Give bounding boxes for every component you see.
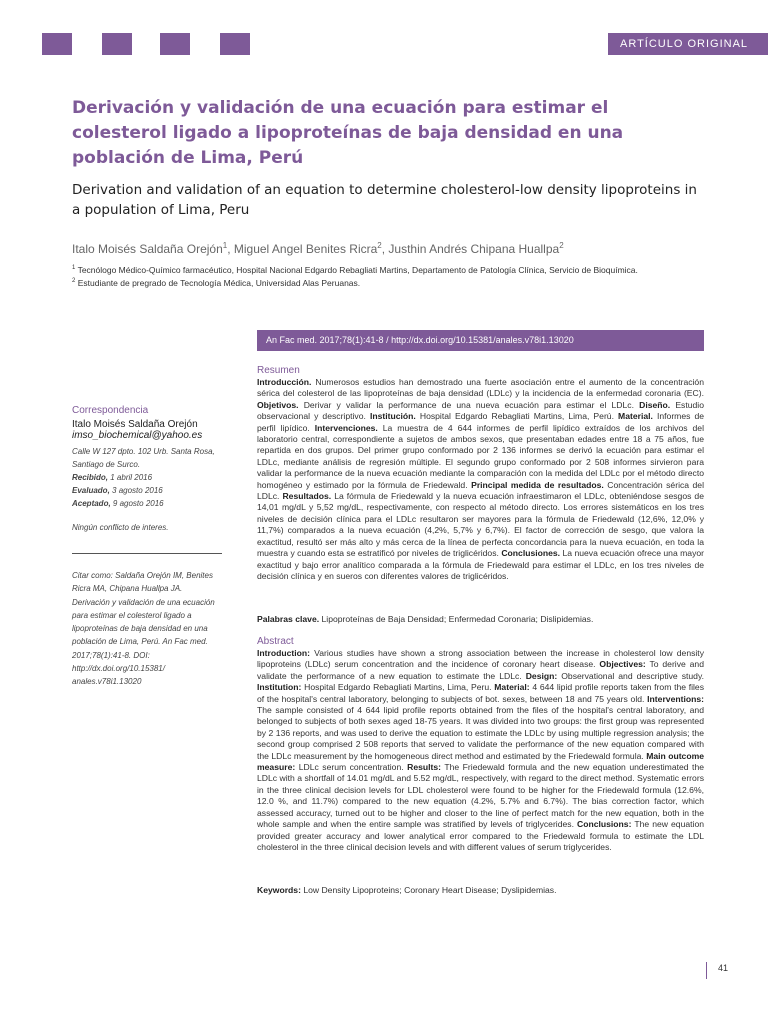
citation-bar: An Fac med. 2017;78(1):41-8 / http://dx.doi.org/10.15381/anales.v78i1.13020 (257, 330, 704, 351)
page-number-rule (706, 962, 707, 979)
evaluated-date: Evaluado, 3 agosto 2016 (72, 486, 163, 495)
correspondence-heading: Correspondencia (72, 405, 149, 416)
author-affil-sup: 2 (559, 241, 564, 250)
top-banner (0, 33, 768, 55)
abstract-keywords: Keywords: Low Density Lipoproteins; Coronary Heart Disease; Dyslipidemias. (257, 885, 557, 895)
banner-square (102, 33, 132, 55)
correspondence-sidebar (72, 405, 222, 534)
accepted-date: Aceptado, 9 agosto 2016 (72, 499, 164, 508)
author-name: Miguel Angel Benites Ricra (233, 242, 378, 256)
banner-square (42, 33, 72, 55)
resumen-body: Introducción. Numerosos estudios han demostrado una fuerte asociación entre el aumento de la concentración sérica del colesterol de las lipoproteínas de baja densidad (LDLc) y la incidencia de la enfermedad coronaria (EC). Objetivos. Derivar y validar la performance de una nueva ecuación para estimar el LDLc. Diseño. Estudio observacional y descriptivo. Institución. Hospital Edgardo Rebagliati Martins, Lima, Perú. Material. Informes de perfil lipídico. Intervenciones. La muestra de 4 644 informes de perfil lipídico extraídos de los archivos del laboratorio central, correspondiente a sujetos de ambos sexos, que presentaban edades entre 18 a 75 años, fue repartida en dos grupos. Del primer grupo conformado por 2 136 informes se derivó la ecuación para estimar el LDLc, mediante análisis de regresión múltiple. El segundo grupo conformado por 2 508 informes sirvieron para validar la performance de la nueva ecuación mediante la comparación con la medida del LDLc por el método directo homogéneo y estimado por la fórmula de Friedewald. Principal medida de resultados. Concentración sérica del LDLc. Resultados. La fórmula de Friedewald y la nueva ecuación infraestimaron el LDLc, obteniéndose sesgos de 14,01 mg/dL y 5,52 mg/dL, respectivamente, con respecto al método directo. Los errores sistemáticos en los tres niveles de decisión clínica para el LDLc resultaron ser mayores para la fórmula de Friedewald (12,6%, 12,0% y 11,7%) comparados a la nueva ecuación (4,2%, 5,7% y 6,7%). El factor de corrección de sesgo, que valora la exactitud, resultó ser más alto y más cerca de la línea de perfecta concordancia para la nueva ecuación, en toda la muestra y cuando esta se estratificó por niveles de triglicéridos. Conclusiones. La nueva ecuación ofrece una mayor exactitud y bajo error analítico comparada a la fórmula de Friedewald para estimar el LDLc, en los tres niveles de decisión clínica y en sueros con diferentes valores de triglicéridos. (257, 377, 705, 581)
resumen-heading: Resumen (257, 365, 300, 376)
banner-square (220, 33, 250, 55)
article-title-spanish: Derivación y validación de una ecuación para estimar el colesterol ligado a lipoproteínas de baja densidad en una población de Lima, Perú (72, 98, 624, 168)
author-affil-sup: 1 (222, 241, 228, 250)
correspondence-email[interactable]: imso_biochemical@yahoo.es (72, 430, 203, 441)
page-number: 41 (718, 963, 729, 973)
received-date: Recibido, 1 abril 2016 (72, 473, 153, 482)
conflict-statement: Ningún conflicto de interes. (72, 523, 169, 532)
banner-square (160, 33, 190, 55)
affiliation: $^1$ Tecnólogo Médico-Químico farmacéutico, Hospital Nacional Edgardo Rebagliati Martins, Departamento de Patología Clínica, Servicio de Bioquímica. (72, 265, 638, 275)
correspondence-address: Calle W 127 dpto. 102 Urb. Santa Rosa, Santiago de Surco. (72, 447, 215, 469)
affiliation: $^2$ Estudiante de pregrado de Tecnología Médica, Universidad Alas Peruanas. (72, 278, 361, 288)
cite-as: Citar como: Saldaña Orejón IM, Benites Ricra MA, Chipana Huallpa JA. Derivación y validación de una ecuación para estimar el colesterol ligado a lipoproteínas de baja densidad en una población de Lima, Perú. An Fac med. 2017;78(1):41-8. DOI: http://dx.doi.org/10.15381/ anales.v78i1.13020 (72, 571, 215, 687)
section-label: ARTÍCULO ORIGINAL (608, 33, 768, 55)
abstract-body: Introduction: Various studies have shown a strong association between the increase in cholesterol low density lipoproteins (LDLc) serum concentration and the incidence of coronary heart disease. Objectives: To derive and validate the performance of a new equation to estimate the LDLc. Design: Observational and descriptive study. Institution: Hospital Edgardo Rebagliati Martins, Lima, Peru. Material: 4 644 lipid profile reports taken from the files of the hospital's central laboratory, belonging to subjects of bot. sexes, between 18 and 75 years old. Interventions: The sample consisted of 4 644 lipid profile reports obtained from the files of the hospital's central laboratory, and belonged to subjects of both sexes aged 18-75 years. It was divided into two groups: the first group was represented by 2 136 reports, and was used to derive the equation to estimate the LDLc by using multiple regression analysis; the second group comprised 2 508 reports that served to validate the performance of the new equation compared with the LDLc measurement by the homogeneous direct method and estimated by the Friedewald formula. Main outcome measure: LDLc serum concentration. Results: The Friedewald formula and the new equation underestimated the LDLc with a shortfall of 14.01 mg/dL and 5.52 mg/dL, respectively, with regard to the direct method. Systematic errors in the three clinical decision levels for LDL cholesterol were found to be higher for the Friedewald formula (12.6%, 12.0 %, and 11.7%) compared to the new equation (4.2%, 5.7% and 6.7%). The bias correction factor, which assessed accuracy, turned out to be higher and closer to the line of perfect match for the new equation, both in the whole sample and when the entire sample was stratified by levels of triglycerides. Conclusions: The new equation provided greater accuracy and lower analytical error compared to the Friedewald formula to estimate the LDL cholesterol in the three clinical decision levels and with different values of serum triglycerides. (257, 648, 705, 852)
sidebar-divider (72, 553, 222, 554)
author-name: Justhin Andrés Chipana Huallpa (388, 242, 560, 256)
article-title-english: Derivation and validation of an equation to determine cholesterol-low density lipoproteins in a population of Lima, Peru (72, 182, 697, 218)
abstract-heading: Abstract (257, 636, 294, 647)
correspondence-name: Italo Moisés Saldaña Orejón (72, 419, 198, 430)
author-affil-sup: 2 (377, 241, 382, 250)
author-list: Italo Moisés Saldaña Orejón$^1$, Miguel Angel Benites Ricra$^2$, Justhin Andrés Chipana Huallpa$^2$ (72, 241, 564, 256)
author-name: Italo Moisés Saldaña Orejón (72, 242, 223, 256)
resumen-keywords: Palabras clave. Lipoproteínas de Baja Densidad; Enfermedad Coronaria; Dislipidemias. (257, 614, 594, 624)
